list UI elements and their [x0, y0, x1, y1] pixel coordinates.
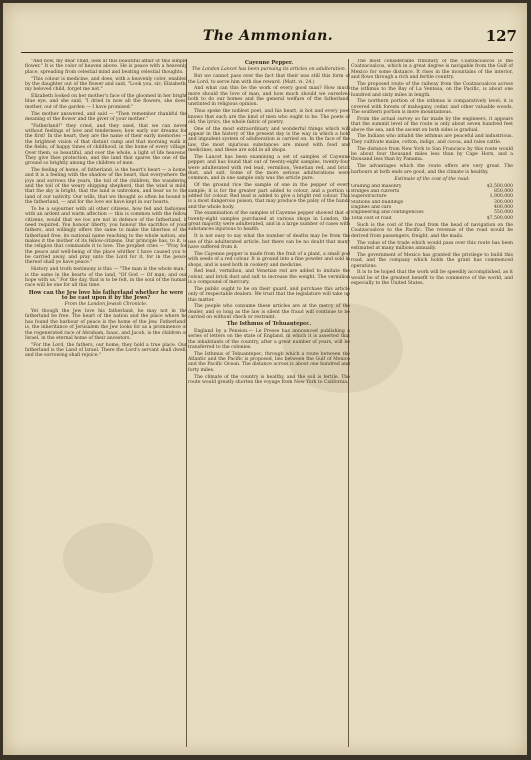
article-paragraph: But we cannot pass over the fact that their was still this form of the Lord, to serve him with due reward. (Matt. vi. 24.): [188, 74, 350, 85]
column-3: [351, 59, 513, 749]
article-paragraph: England by a Pension.— Le Presse has announced publishing a series of letters on the state of England, in which it is asserted that the inhabitants of the country, after a great number of years, will be transferred to the colonies.: [188, 328, 350, 350]
table-cell-value: $3,500,000: [486, 183, 513, 189]
header-rule: [21, 52, 513, 53]
table-total-row: Total cost of road $7,500,000: [351, 215, 513, 221]
article-paragraph: "This colour is medicine, and does, with a heavenly color, enabled by the daughter out of the flower and said, "Look you, sir; Elizabeth, my beloved child, forget me not.": [25, 76, 187, 93]
article-paragraph: Thus spoke the noblest poet, and his heart, is hot and every poet knows that such are the kind of men who ought to be. The poets of old, the lyrics, the whole fabric of poetry.: [188, 109, 350, 125]
article-paragraph: The value of the trade which would pass over this route has been estimated at many millions annually.: [351, 240, 513, 251]
page-number: 127: [485, 27, 517, 45]
article-paragraph: The Lancet has been examining a set of samples of Cayenne pepper, and has found that out of twenty-eight samples, twenty-four were adulterated with red lead, vermilion, Venetian red, and brick dust, and salt. Some of the more serious adulterations were common, and in one sample only was the article pure.: [188, 155, 350, 182]
table-cell-value: 850,000: [494, 189, 513, 195]
article-paragraph: It is to be hoped that the work will be speedily accomplished, as it would be of the greatest benefit to the commerce of the world, and especially to the United States.: [351, 270, 513, 287]
article-paragraph: The proposed route of the railway from the Coatzacoalcos across the isthmus to the Bay of La Ventosa, on the Pacific, is about one hundred and sixty miles in length.: [351, 81, 513, 98]
article-paragraph: "And now, my dear child, look at this beautiful affair of this simple flower." It is the color of heaven above. He is peace with a heavenly place, spreading from celestial mind and beating celestial thoughts.: [25, 59, 187, 75]
article-paragraph: One of the most extraordinary and wonderful things which will appear in the history of the present day is the way in which a bold and impudent system of adulteration is carried on. In the face of the law, the most injurious substances are mixed with food and medicines, and these are sold in all shops.: [188, 126, 350, 154]
article-paragraph: Red lead, vermilion, and Venetian red are added to imitate the colour, and brick dust and salt to increase the weight. The vermilion is a compound of mercury.: [188, 269, 350, 286]
article-paragraph: The public ought to be on their guard, and purchase this article only of respectable dealers. We trust that the legislature will take up this matter.: [188, 286, 350, 303]
article-paragraph: The advantages which the route offers are very great. The harbours at both ends are good, and the climate is healthy.: [351, 164, 513, 175]
article-heading: How can the Jew love his fatherland whether he were to be cast upon it by the Jews?: [28, 289, 184, 301]
article-source: From the London Jewish Chronicle.: [64, 302, 148, 308]
newspaper-page: [3, 3, 527, 755]
table-cell-label: Bridges and culverts: [351, 189, 400, 195]
article-paragraph: To be a sojourner with all other citizens, how fed and fashioned with an ardent and warm affection — this is common with the fellow citizens, would that we too are not in defence of the fatherland, if need required. You honour liberty, you honour the sacrifice of your fathers, and willingly offers the same to make the liberties of the fatherland free, its national name reaching to the whole nation, and makes it the mother of its fellow-citizens. Our principle has, to it, is the religion that commands it to love. The prophet cries — "Pray for the peace and well-being of the place whither I have caused you to be carried away, and pray unto the Lord for it, for in the peace thereof shall ye have peace.": [25, 206, 187, 266]
article-paragraph: The feeling of home, of fatherland, is the heart's heart — a home, and it is a feeling with the shadow of the heart, that everywhere the joys and sorrows the years, the toil of the children, the wandering and the toil of the weary shipping shepherd, that the wind is mild, that the sky is bright, that the land is unbroken, and bear us to the land of our nativity. Our wills, that we thought so often be bound to the fatherland, — and for the love we have kept in our hearts.: [25, 168, 187, 206]
article-paragraph: The most considerable tributary of the Coatzacoalcos is the Coatzacoalcos, which in a great degree is navigable from the Gulf of Mexico for some distance. It rises in the mountains of the interior, and flows through a rich and fertile country.: [351, 59, 513, 81]
table-cell-label: Stations and buildings: [351, 199, 404, 205]
article-paragraph: The Indians who inhabit the isthmus are peaceful and industrious. They cultivate maize, cotton, indigo, and cocoa, and raise cattle.: [351, 134, 513, 145]
table-cell-value: 550,000: [494, 210, 513, 216]
article-paragraph: The Isthmus of Tehuantepec, through which a route between the Atlantic and the Pacific is proposed, lies between the Gulf of Mexico and the Pacific Ocean. The distance across is about one hundred and forty miles.: [188, 351, 350, 373]
article-paragraph: It is not easy to say what the number of deaths may be from the use of this adulterated article, but there can be no doubt that many have suffered from it.: [188, 234, 350, 250]
article-paragraph: Elizabeth looked on her mother's face of the gloomed in her bright blue eye, and she said, "I dried in now all the flowers, she does, mother, out of the garden — I have promised.": [25, 94, 187, 110]
article-paragraph: History and truth testimony is this — "The man is the whole man," is the same in the hearts of the land, "Of God — Of man; and our hope with us." For the day, that is to be felt, in the soul of the human race will be one for all this time.: [25, 267, 187, 289]
article-source: The London Lancet has been pursuing its articles on adulteration.: [191, 67, 347, 73]
table-cell-label: Engines and cars: [351, 205, 392, 211]
article-heading: Cayenne Pepper.: [244, 60, 294, 66]
table-cell-value: 400,000: [494, 205, 513, 211]
article-paragraph: "For the Lord, the fathers, our home, they hold a true place. Our fatherland is the Land of Israel. There the Lord's servant shall dwell, and the sorrowing shall rejoice.": [25, 342, 187, 359]
article-paragraph: Such is the cost of the road from the head of navigation on the Coatzacoalcos to the Pacific. The revenue of the road would be derived from passengers, freight, and the mails.: [351, 223, 513, 239]
article-paragraph: The mother answered, and said — "Then remember thankful the meaning of the flower and the giver of your mother.": [25, 111, 187, 122]
column-1: [25, 59, 187, 749]
table-cell-label: Grading and masonry: [351, 183, 402, 189]
article-paragraph: The climate of the country is healthy, and the soil is fertile. The route would greatly shorten the voyage from New York to California.: [188, 374, 350, 385]
article-paragraph: The examination of the samples of Cayenne pepper showed that of twenty-eight samples purchased at various shops in London, the great majority were adulterated, and in a large number of cases with substances injurious to health.: [188, 211, 350, 233]
table-title: Estimate of the cost of the road:: [394, 176, 470, 182]
article-paragraph: From the actual survey so far made by the engineers, it appears that the summit level of the route is only about seven hundred feet above the sea, and the ascent on both sides is gradual.: [351, 116, 513, 133]
article-paragraph: The government of Mexico has granted the privilege to build this road, and the company which holds the grant has commenced operations.: [351, 252, 513, 269]
article-paragraph: And what can this be the work of every good man? How much more should the love of man, and how much should we ourselves both to do our homes and the general welfare of the fatherland, unstinted in religious opinion.: [188, 86, 350, 108]
table-cell-label: Engineering and contingencies: [351, 210, 424, 216]
article-heading: The Isthmus of Tehuantepec.: [226, 321, 312, 328]
table-cell-value: 1,900,000: [489, 194, 513, 200]
column-2: [188, 59, 350, 749]
table-cell-value: 300,000: [494, 199, 513, 205]
article-paragraph: The people who consume these articles are at the mercy of the dealer, and so long as the law is silent the fraud will continue to be carried on without check or restraint.: [188, 304, 350, 321]
article-paragraph: Yet though the Jew love his fatherland, he may not in the fatherland be free. The heart of the nation and the place where he has found the harbour of peace is the home of the Jew, Fatherland! is, the inheritance of Jerusalem the Jew looks for as a prominence of the regenerated race of Abraham, Isaac, and Jacob, is the children of Israel, in the eternal home of their ancestors.: [25, 309, 187, 341]
article-paragraph: Of the ground rice the sample of one in the pepper of every sample; it is for the greater part added to colour, and a portion is added for colour. Red lead is added to give a bright red colour. This is a most dangerous poison, that may produce the palsy of the hands and the whole body.: [188, 183, 350, 210]
newspaper-title: The Ammonian.: [202, 28, 334, 44]
page-header: [3, 27, 527, 49]
article-paragraph: The Cayenne pepper is made from the fruit of a plant, a small pod with seeds of a red colour. It is ground into a fine powder and sold in shops, and is used both in cookery and medicine.: [188, 251, 350, 268]
article-paragraph: "Fatherland!" they cried, and they used, that we can never without feelings of love and tenderness; how early our dreams for the first! In the heart, they are the name of their early memories — the brightest vision of that distant camp and that morning walk in the fields, of happy times of childhood, in the home of every village. Over them, so beautiful, and over the whole, a light of life heavens! They give thee protection, and the land that spares the one of the ground so brightly among the children of men.: [25, 123, 187, 167]
cost-table: [351, 177, 513, 221]
article-paragraph: The distance from New York to San Francisco by this route would be about four thousand miles less than by Cape Horn, and a thousand less than by Panama.: [351, 146, 513, 163]
article-paragraph: The northern portion of the isthmus is comparatively level; it is covered with forests of mahogany, cedar, and other valuable woods. The southern portion is more mountainous.: [351, 99, 513, 116]
table-cell-label: Superstructure: [351, 194, 387, 200]
